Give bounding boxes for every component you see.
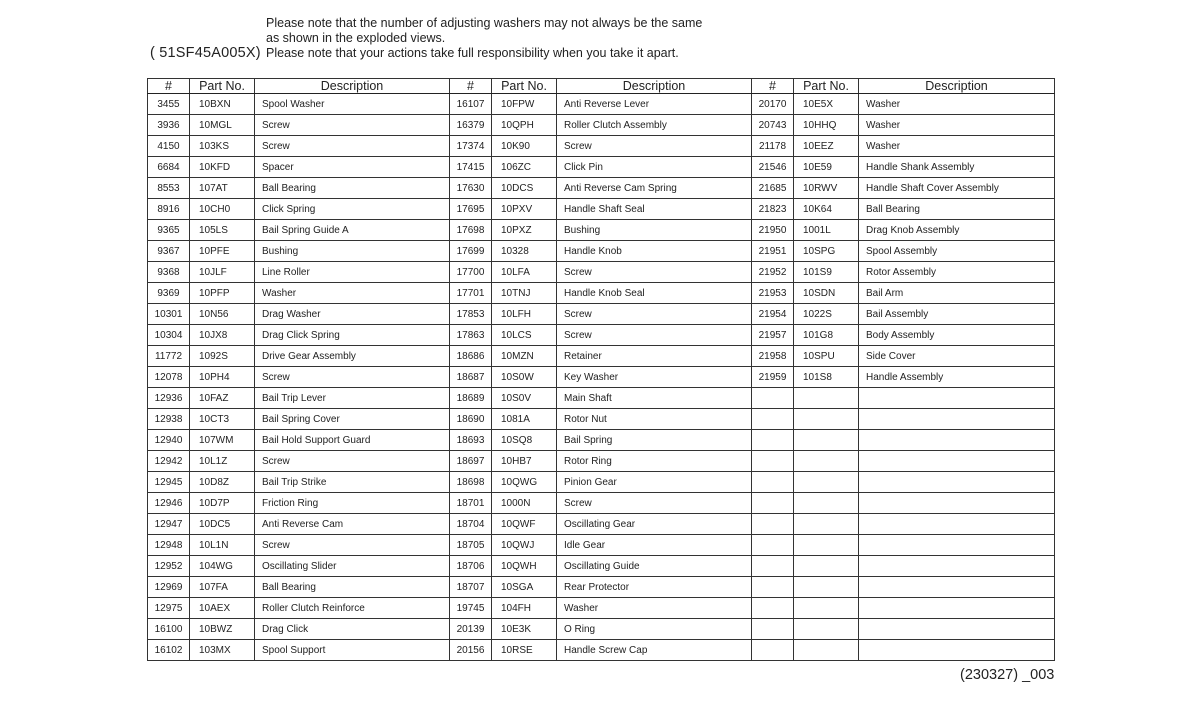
table-row [148,241,1055,262]
cell-num: 21823 [752,199,794,220]
cell-description [859,409,1055,430]
cell-part-no: 10LFH [492,304,557,325]
cell-part-no: 10QWH [492,556,557,577]
cell-part-no: 10PH4 [190,367,255,388]
cell-description: Screw [557,262,752,283]
table-row [148,304,1055,325]
table-row [148,388,1055,409]
cell-description: Oscillating Slider [255,556,450,577]
cell-num: 18707 [450,577,492,598]
cell-part-no: 10K64 [794,199,859,220]
cell-num: 18697 [450,451,492,472]
cell-part-no: 106ZC [492,157,557,178]
cell-num: 4150 [148,136,190,157]
cell-part-no: 10LFA [492,262,557,283]
cell-description: Screw [557,304,752,325]
cell-num [752,598,794,619]
cell-description: Screw [557,325,752,346]
parts-table [147,78,1055,661]
cell-description: Washer [859,136,1055,157]
cell-description [859,598,1055,619]
cell-num: 20743 [752,115,794,136]
cell-num: 18686 [450,346,492,367]
cell-description: Screw [255,136,450,157]
cell-part-no [794,493,859,514]
cell-description: Bail Spring Cover [255,409,450,430]
cell-num [752,556,794,577]
cell-description [859,577,1055,598]
cell-num: 18701 [450,493,492,514]
cell-num: 18698 [450,472,492,493]
cell-description: Idle Gear [557,535,752,556]
cell-num: 12945 [148,472,190,493]
cell-part-no: 10KFD [190,157,255,178]
cell-num: 17853 [450,304,492,325]
cell-part-no: 101G8 [794,325,859,346]
table-row [148,409,1055,430]
cell-num: 18690 [450,409,492,430]
cell-description: Roller Clutch Reinforce [255,598,450,619]
cell-description: Bail Spring Guide A [255,220,450,241]
table-row [148,598,1055,619]
cell-num: 18689 [450,388,492,409]
cell-part-no: 10JX8 [190,325,255,346]
table-row [148,556,1055,577]
header-part-no: Part No. [190,79,255,94]
cell-part-no: 1022S [794,304,859,325]
cell-description: Side Cover [859,346,1055,367]
cell-description: Oscillating Guide [557,556,752,577]
table-row [148,367,1055,388]
cell-description: Handle Knob [557,241,752,262]
parts-table-body [148,94,1055,661]
cell-num: 18706 [450,556,492,577]
cell-num: 17863 [450,325,492,346]
cell-part-no: 10K90 [492,136,557,157]
table-row [148,493,1055,514]
cell-description: Bail Arm [859,283,1055,304]
cell-part-no: 107FA [190,577,255,598]
cell-description: Ball Bearing [255,577,450,598]
cell-num [752,514,794,535]
cell-description: Spool Washer [255,94,450,115]
cell-num: 12947 [148,514,190,535]
cell-num [752,493,794,514]
cell-part-no: 1001L [794,220,859,241]
cell-num: 21546 [752,157,794,178]
cell-part-no [794,619,859,640]
header-description: Description [557,79,752,94]
cell-description: Spool Assembly [859,241,1055,262]
cell-num [752,619,794,640]
cell-num: 12936 [148,388,190,409]
cell-num: 16102 [148,640,190,661]
cell-description [859,472,1055,493]
cell-description: Washer [557,598,752,619]
cell-part-no: 10AEX [190,598,255,619]
table-row [148,430,1055,451]
cell-num: 19745 [450,598,492,619]
cell-part-no: 107WM [190,430,255,451]
cell-num: 21951 [752,241,794,262]
cell-part-no: 10HHQ [794,115,859,136]
cell-part-no: 10SQ8 [492,430,557,451]
cell-num: 18704 [450,514,492,535]
cell-part-no: 10EEZ [794,136,859,157]
header-num: # [450,79,492,94]
cell-num [752,430,794,451]
cell-part-no: 10TNJ [492,283,557,304]
cell-description: Anti Reverse Cam Spring [557,178,752,199]
table-row [148,640,1055,661]
cell-part-no: 10E59 [794,157,859,178]
cell-description: Handle Knob Seal [557,283,752,304]
cell-num: 9365 [148,220,190,241]
cell-part-no: 10L1N [190,535,255,556]
cell-part-no: 10MZN [492,346,557,367]
cell-num [752,472,794,493]
cell-num: 21958 [752,346,794,367]
cell-num: 16100 [148,619,190,640]
model-code: ( 51SF45A005X) [150,45,261,61]
cell-part-no: 10SPG [794,241,859,262]
cell-num: 17415 [450,157,492,178]
cell-description: Handle Shaft Seal [557,199,752,220]
cell-num: 9367 [148,241,190,262]
table-row [148,136,1055,157]
cell-num [752,388,794,409]
cell-description: Drive Gear Assembly [255,346,450,367]
cell-num: 8553 [148,178,190,199]
cell-num [752,640,794,661]
cell-part-no [794,577,859,598]
cell-part-no: 101S8 [794,367,859,388]
cell-num: 17630 [450,178,492,199]
cell-part-no: 10BWZ [190,619,255,640]
cell-num [752,535,794,556]
cell-num: 17374 [450,136,492,157]
note-line-3: Please note that your actions take full responsibility when you take it apart. [266,46,679,60]
header-part-no: Part No. [794,79,859,94]
cell-part-no: 10QWG [492,472,557,493]
cell-num: 12078 [148,367,190,388]
cell-description: Ball Bearing [859,199,1055,220]
cell-part-no: 10S0W [492,367,557,388]
cell-part-no [794,472,859,493]
cell-part-no: 103KS [190,136,255,157]
table-row [148,514,1055,535]
cell-part-no: 10QWF [492,514,557,535]
header-description: Description [255,79,450,94]
table-row [148,178,1055,199]
cell-description: Retainer [557,346,752,367]
cell-part-no: 10CH0 [190,199,255,220]
cell-description [859,535,1055,556]
table-row [148,619,1055,640]
cell-part-no: 10N56 [190,304,255,325]
cell-description [859,619,1055,640]
cell-part-no: 10BXN [190,94,255,115]
cell-description: Handle Screw Cap [557,640,752,661]
table-row [148,220,1055,241]
table-row [148,157,1055,178]
cell-part-no: 10PXV [492,199,557,220]
cell-num: 12975 [148,598,190,619]
cell-part-no: 10E3K [492,619,557,640]
table-row [148,451,1055,472]
cell-num: 12938 [148,409,190,430]
cell-description: Spacer [255,157,450,178]
cell-description: Screw [255,535,450,556]
cell-num: 21952 [752,262,794,283]
cell-description [859,388,1055,409]
cell-part-no: 10PFE [190,241,255,262]
cell-description [859,514,1055,535]
header-part-no: Part No. [492,79,557,94]
cell-num: 21957 [752,325,794,346]
cell-num: 21959 [752,367,794,388]
cell-description: Rotor Nut [557,409,752,430]
table-row [148,472,1055,493]
cell-description: Pinion Gear [557,472,752,493]
cell-description: Ball Bearing [255,178,450,199]
cell-description: Friction Ring [255,493,450,514]
cell-part-no: 10QWJ [492,535,557,556]
cell-part-no: 1000N [492,493,557,514]
cell-part-no: 10SPU [794,346,859,367]
document-code: (230327) _003 [960,667,1055,683]
cell-num: 17699 [450,241,492,262]
cell-description: Bushing [557,220,752,241]
cell-num: 12942 [148,451,190,472]
cell-part-no: 10L1Z [190,451,255,472]
cell-part-no: 10FAZ [190,388,255,409]
cell-description: Bail Hold Support Guard [255,430,450,451]
cell-description: Click Pin [557,157,752,178]
cell-description: Handle Shaft Cover Assembly [859,178,1055,199]
cell-description: O Ring [557,619,752,640]
cell-description: Spool Support [255,640,450,661]
cell-description [859,556,1055,577]
cell-description: Screw [255,367,450,388]
header-num: # [752,79,794,94]
cell-description: Anti Reverse Cam [255,514,450,535]
cell-num: 18687 [450,367,492,388]
cell-description: Washer [859,94,1055,115]
table-row [148,115,1055,136]
cell-part-no: 10DC5 [190,514,255,535]
cell-description [859,493,1055,514]
cell-part-no: 1092S [190,346,255,367]
cell-part-no [794,451,859,472]
cell-part-no: 10QPH [492,115,557,136]
cell-num [752,451,794,472]
cell-part-no [794,388,859,409]
cell-part-no: 10LCS [492,325,557,346]
cell-description: Bail Trip Strike [255,472,450,493]
cell-num: 21685 [752,178,794,199]
cell-num [752,409,794,430]
cell-num: 21953 [752,283,794,304]
table-header-row [148,79,1055,94]
cell-num: 18693 [450,430,492,451]
cell-description: Click Spring [255,199,450,220]
cell-description: Drag Washer [255,304,450,325]
cell-part-no: 10E5X [794,94,859,115]
cell-num: 12940 [148,430,190,451]
cell-description: Screw [557,136,752,157]
cell-part-no: 10PXZ [492,220,557,241]
cell-part-no: 1081A [492,409,557,430]
cell-description: Bail Assembly [859,304,1055,325]
disclaimer-notes [266,16,702,61]
cell-num: 17698 [450,220,492,241]
cell-num: 12946 [148,493,190,514]
cell-num: 17701 [450,283,492,304]
cell-description: Washer [255,283,450,304]
cell-description: Screw [255,451,450,472]
cell-part-no: 103MX [190,640,255,661]
cell-part-no: 10CT3 [190,409,255,430]
cell-description [859,451,1055,472]
cell-part-no: 10FPW [492,94,557,115]
table-row [148,325,1055,346]
cell-description: Drag Click Spring [255,325,450,346]
cell-num: 12969 [148,577,190,598]
cell-part-no: 105LS [190,220,255,241]
cell-num: 18705 [450,535,492,556]
cell-description: Rotor Assembly [859,262,1055,283]
cell-part-no: 10328 [492,241,557,262]
cell-part-no [794,535,859,556]
cell-description: Handle Shank Assembly [859,157,1055,178]
cell-num: 11772 [148,346,190,367]
cell-part-no: 10SGA [492,577,557,598]
cell-part-no [794,409,859,430]
cell-part-no [794,430,859,451]
cell-description: Drag Click [255,619,450,640]
cell-description: Drag Knob Assembly [859,220,1055,241]
cell-description: Bail Trip Lever [255,388,450,409]
cell-num: 16379 [450,115,492,136]
cell-part-no: 10PFP [190,283,255,304]
cell-num: 10301 [148,304,190,325]
cell-num: 12948 [148,535,190,556]
cell-description [859,640,1055,661]
cell-description: Bail Spring [557,430,752,451]
cell-part-no: 10RWV [794,178,859,199]
cell-part-no: 10S0V [492,388,557,409]
cell-num: 9369 [148,283,190,304]
cell-part-no: 10HB7 [492,451,557,472]
cell-num: 9368 [148,262,190,283]
table-row [148,199,1055,220]
cell-num: 17700 [450,262,492,283]
cell-part-no: 10RSE [492,640,557,661]
table-row [148,346,1055,367]
cell-description: Roller Clutch Assembly [557,115,752,136]
cell-num: 6684 [148,157,190,178]
cell-description: Main Shaft [557,388,752,409]
cell-num: 21178 [752,136,794,157]
table-row [148,262,1055,283]
cell-part-no: 101S9 [794,262,859,283]
cell-num: 3936 [148,115,190,136]
cell-description: Oscillating Gear [557,514,752,535]
cell-description: Handle Assembly [859,367,1055,388]
cell-num: 20139 [450,619,492,640]
note-line-2: as shown in the exploded views. [266,31,446,45]
cell-num: 17695 [450,199,492,220]
cell-description: Screw [255,115,450,136]
cell-num: 21954 [752,304,794,325]
cell-part-no: 10SDN [794,283,859,304]
cell-description: Anti Reverse Lever [557,94,752,115]
cell-part-no [794,640,859,661]
cell-part-no: 10MGL [190,115,255,136]
cell-num: 8916 [148,199,190,220]
cell-num: 10304 [148,325,190,346]
cell-description: Line Roller [255,262,450,283]
cell-num: 21950 [752,220,794,241]
note-line-1: Please note that the number of adjusting washers may not always be the same [266,16,703,30]
cell-num: 16107 [450,94,492,115]
table-row [148,283,1055,304]
cell-num: 3455 [148,94,190,115]
cell-part-no: 107AT [190,178,255,199]
cell-description: Body Assembly [859,325,1055,346]
cell-description: Rotor Ring [557,451,752,472]
cell-part-no: 10D8Z [190,472,255,493]
table-row [148,535,1055,556]
cell-description: Key Washer [557,367,752,388]
cell-part-no: 10JLF [190,262,255,283]
cell-part-no [794,598,859,619]
cell-description: Washer [859,115,1055,136]
table-row [148,94,1055,115]
cell-part-no [794,514,859,535]
cell-num: 12952 [148,556,190,577]
cell-num [752,577,794,598]
header-num: # [148,79,190,94]
cell-part-no: 104FH [492,598,557,619]
cell-part-no: 10D7P [190,493,255,514]
cell-description: Rear Protector [557,577,752,598]
cell-num: 20170 [752,94,794,115]
cell-part-no: 104WG [190,556,255,577]
cell-part-no: 10DCS [492,178,557,199]
cell-description: Bushing [255,241,450,262]
table-row [148,577,1055,598]
header-description: Description [859,79,1055,94]
cell-description [859,430,1055,451]
cell-num: 20156 [450,640,492,661]
cell-part-no [794,556,859,577]
cell-description: Screw [557,493,752,514]
